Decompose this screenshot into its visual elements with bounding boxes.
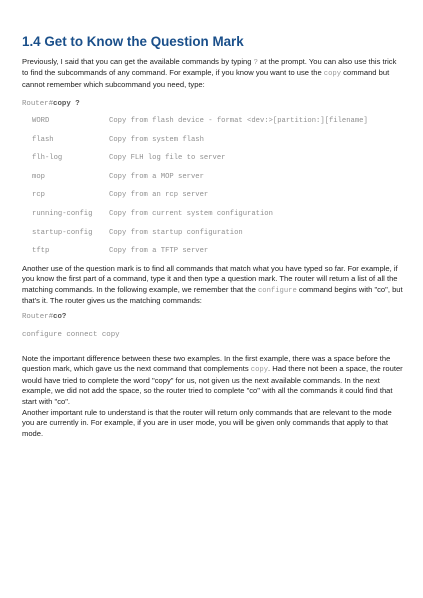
paragraph-3-text-b: . Had there not been a space, the router would have tried to complete the word "copy" for us, not given us the next available commands. In the next example, we did not add the space, so the router tried to complete "co" with all the commands it could find that start with "co". [22, 364, 403, 406]
copy-option-row [32, 136, 204, 144]
prompt-copy-question [22, 100, 80, 108]
paragraph-1-text-b: at the prompt. You can also use this trick to find the subcommands of any command. For example, if you know you want to use the [22, 57, 397, 78]
copy-option-description: Copy from an rcp server [109, 191, 209, 200]
prompt-prefix: Router# [22, 100, 54, 108]
paragraph-2 [22, 264, 404, 307]
inline-code-copy-2: copy [250, 366, 269, 375]
copy-option-row [32, 247, 208, 255]
copy-option-row [32, 229, 243, 237]
copy-option-name: flash [32, 135, 54, 144]
prompt-co-question [22, 313, 66, 321]
matching-commands: configure connect copy [22, 331, 120, 339]
copy-option-row [32, 173, 204, 181]
paragraph-3 [22, 354, 404, 407]
paragraph-2-text-a: Another use of the question mark is to find all commands that match what you have typed so far. For example, if you know the first part of a command, type it and then type a question mark. The router will return a list of all the matching commands. In the following example, we remember that the [22, 264, 398, 294]
prompt-command: copy ? [53, 100, 80, 108]
section-heading: 1.4 Get to Know the Question Mark [22, 34, 244, 49]
inline-code-configure: configure [257, 286, 297, 295]
prompt-command-2: co? [53, 313, 67, 321]
copy-option-name: WORD [32, 117, 50, 125]
inline-code-copy: copy [323, 70, 342, 79]
copy-option-description: Copy from a MOP server [109, 172, 204, 181]
copy-option-name: mop [32, 172, 45, 181]
copy-option-name: startup-config [32, 228, 93, 237]
paragraph-3-text-a: Note the important difference between these two examples. In the first example, there was a space before the question mark, which gave us the next command that complements [22, 354, 391, 374]
paragraph-1-text-a: Previously, I said that you can get the available commands by typing [22, 57, 254, 66]
paragraph-4: Another important rule to understand is that the router will return only commands that are relevant to the mode you are currently in. For example, if you are in user mode, you will be given only commands that apply to that mode. [22, 408, 392, 438]
copy-option-description: Copy from startup configuration [109, 228, 243, 237]
copy-option-row [32, 154, 225, 162]
copy-option-row [32, 191, 208, 199]
copy-option-description: Copy from a TFTP server [109, 247, 209, 256]
copy-option-row [32, 117, 368, 125]
paragraph-2-text-b: command begins with "co", but that's it. The router gives us the matching commands: [22, 284, 403, 306]
inline-code-question-mark: ? [253, 59, 258, 67]
copy-option-description: Copy from flash device - format <dev:>[partition:][filename] [109, 117, 368, 125]
copy-option-description: Copy from current system configuration [109, 210, 273, 218]
copy-option-name: running-config [32, 210, 93, 218]
copy-option-description: Copy FLH log file to server [109, 154, 226, 163]
copy-option-row [32, 210, 273, 218]
copy-option-name: rcp [32, 191, 45, 200]
paragraph-1-text-c: command but cannot remember which subcommand you need, type: [22, 68, 390, 89]
paragraph-1 [22, 57, 404, 90]
copy-option-name: flh-log [32, 154, 63, 163]
copy-option-name: tftp [32, 247, 50, 256]
copy-option-description: Copy from system flash [109, 135, 204, 144]
prompt-prefix-2: Router# [22, 313, 54, 321]
